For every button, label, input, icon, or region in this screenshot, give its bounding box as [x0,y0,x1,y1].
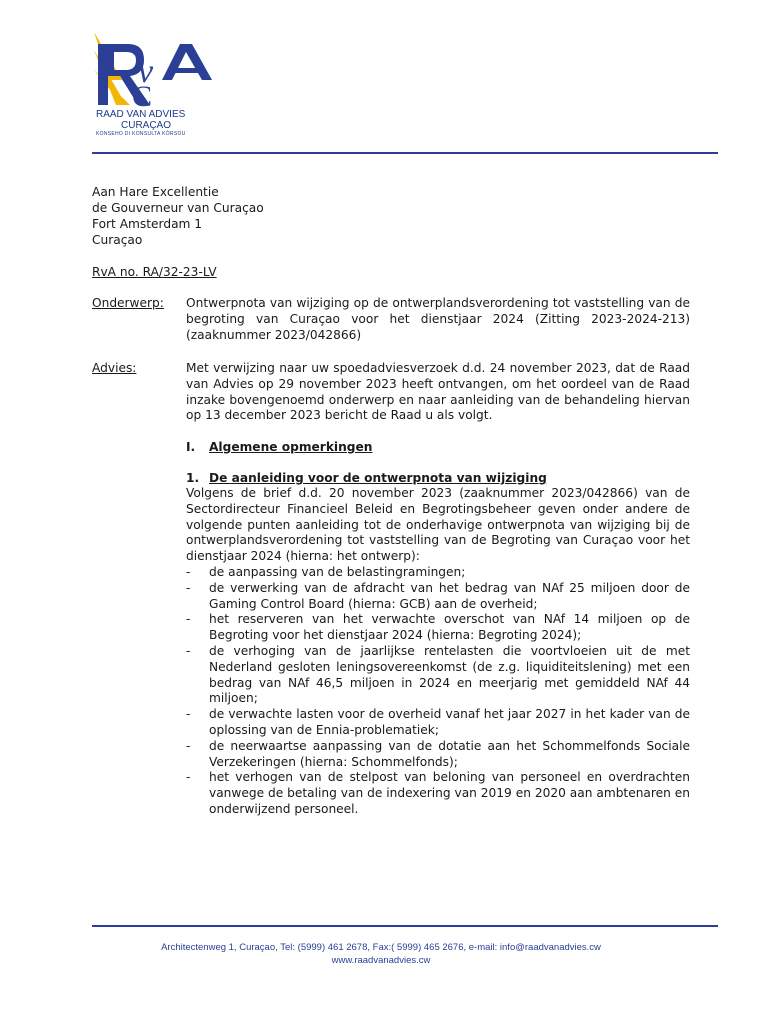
subject-text: Ontwerpnota van wijziging op de ontwerplandsverordening tot vaststelling van de begroting van Curaçao voor het dienstjaar 2024 (Zitting 2023-2024-213) (zaaknummer 2023/042866) [186,296,690,342]
header-rule [92,152,718,154]
address-line: Fort Amsterdam 1 [92,217,203,231]
address-line: de Gouverneur van Curaçao [92,201,264,215]
section-heading [186,440,372,456]
body-content [186,486,690,818]
list-item: - de verwachte lasten voor de overheid vanaf het jaar 2027 in het kader van de oplossing van de Ennia-problematiek; [186,707,690,739]
list-item: - de verwerking van de afdracht van het bedrag van NAf 25 miljoen door de Gaming Control Board (hierna: GCB) aan de overheid; [186,581,690,613]
list-item: - de verhoging van de jaarlijkse rentelasten die voortvloeien uit de met Nederland gesloten leningsovereenkomst (de z.g. liquiditeitslening) met een bedrag van NAf 46,5 miljoen in 2024 en meerjarig met gemiddeld NAf 44 miljoen; [186,644,690,707]
bullet-list [186,565,690,818]
list-item: - het verhogen van de stelpost van beloning van personeel en overdrachten vanwege de betaling van de indexering van 2019 en 2020 aan ambtenaren en onderwijzend personeel. [186,770,690,817]
footer-address: Architectenweg 1, Curaçao, Tel: (5999) 461 2678, Fax:( 5999) 465 2676, e-mail: info@raadvanadvies.cw [161,942,601,953]
logo-caption [96,109,226,138]
subsection-number: 1. [186,471,200,485]
subject-label: Onderwerp: [92,296,164,310]
list-item: - de aanpassing van de belastingramingen; [186,565,690,581]
logo-name-line: RAAD VAN ADVIES [96,109,186,120]
footer-rule [92,925,718,927]
section-title: Algemene opmerkingen [209,440,373,454]
svg-text:v: v [138,53,154,90]
logo-place-line: CURAÇAO [121,120,172,131]
list-item: - de neerwaartse aanpassing van de dotatie aan het Schommelfonds Sociale Verzekeringen (hierna: Schommelfonds); [186,739,690,771]
svg-text:C: C [132,80,153,113]
reference-number: RvA no. RA/32-23-LV [92,265,217,279]
address-line: Curaçao [92,233,143,247]
advice-label: Advies: [92,361,137,375]
advice-text: Met verwijzing naar uw spoedadviesverzoek d.d. 24 november 2023, dat de Raad van Advies op 29 november 2023 heeft ontvangen, om het oordeel van de Raad inzake bovengenoemd onderwerp en naar aanleiding van de behandeling hiervan op 13 december 2023 bericht de Raad u als volgt. [186,361,690,423]
list-item: - het reserveren van het verwachte overschot van NAf 14 miljoen op de Begroting voor het dienstjaar 2024 (hierna: Begroting 2024); [186,612,690,644]
address-block [92,185,264,249]
section-number: I. [186,440,196,454]
address-line: Aan Hare Excellentie [92,185,219,199]
subsection-heading [186,471,547,487]
footer-website: www.raadvanadvies.cw [331,955,431,966]
intro-paragraph: Volgens de brief d.d. 20 november 2023 (zaaknummer 2023/042866) van de Sectordirecteur Financieel Beleid en Begrotingsbeheer geven onder andere de volgende punten aanleiding tot de onderhavige ontwerpnota van wijziging bij de ontwerplandsverordening tot vaststelling van de Begroting van Curaçao voor het dienstjaar 2024 (hierna: het ontwerp): [186,486,690,564]
logo-subtitle-line: KONSEHO DI KONSULTA KÒRSOU [96,131,186,137]
subsection-title: De aanleiding voor de ontwerpnota van wijziging [209,471,547,485]
